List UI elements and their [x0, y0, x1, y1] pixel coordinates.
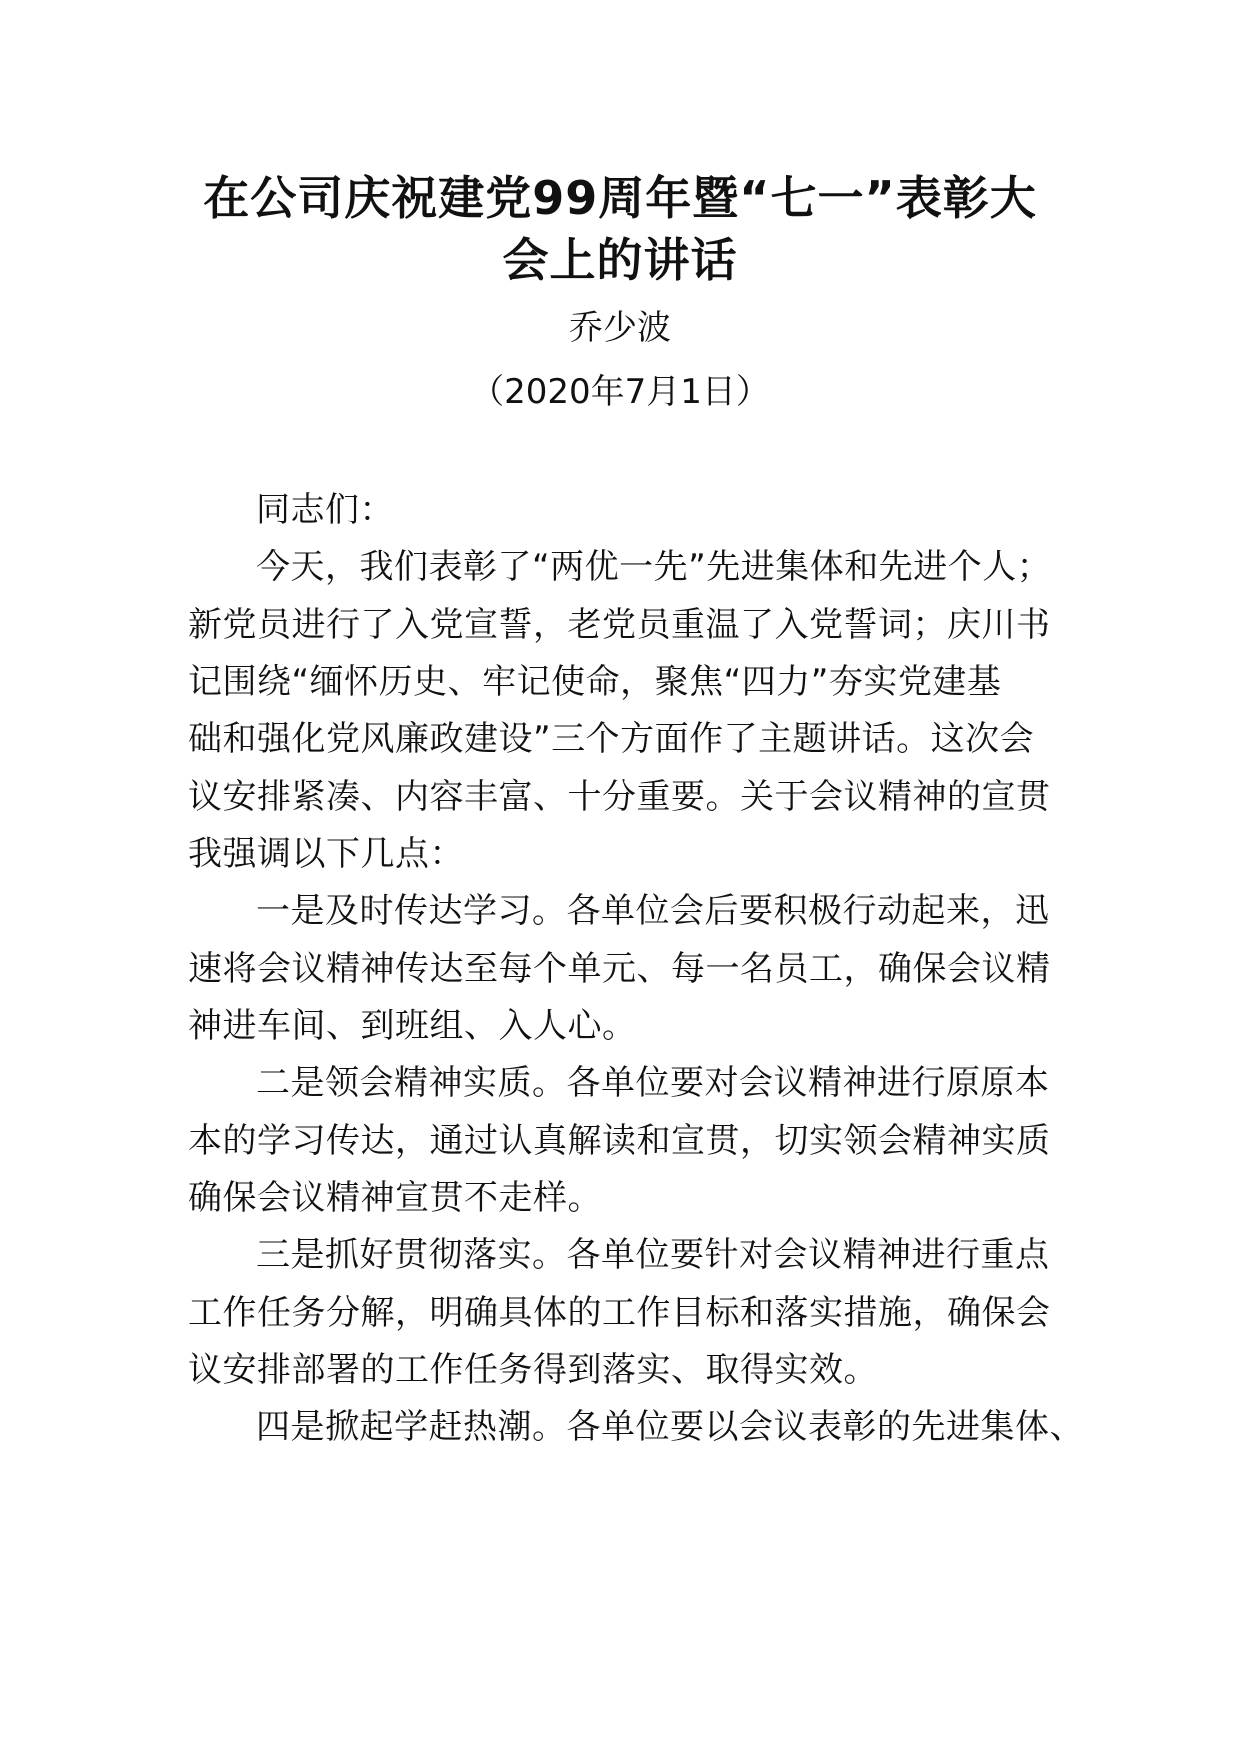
body-line: 确保会议精神宣贯不走样。	[188, 1178, 602, 1218]
body-line: 础和强化党风廉政建设”三个方面作了主题讲话。这次会	[188, 719, 1035, 759]
body-line: 今天，我们表彰了“两优一先”先进集体和先进个人；	[256, 547, 1052, 587]
body-line: 三是抓好贯彻落实。各单位要针对会议精神进行重点	[256, 1235, 1050, 1275]
document-title-line-1: 在公司庆祝建党99周年暨“七一”表彰大	[203, 171, 1037, 225]
body-line: 议安排紧凑、内容丰富、十分重要。关于会议精神的宣贯	[188, 777, 1051, 817]
author-name: 乔少波	[569, 308, 671, 348]
body-line: 新党员进行了入党宣誓，老党员重温了入党誓词；庆川书	[188, 605, 1051, 645]
body-line: 一是及时传达学习。各单位会后要积极行动起来，迅	[256, 891, 1050, 931]
body-line: 四是掀起学赶热潮。各单位要以会议表彰的先进集体、	[256, 1407, 1084, 1447]
body-line: 神进车间、到班组、入人心。	[188, 1006, 637, 1046]
body-line: 记围绕“缅怀历史、牢记使命，聚焦“四力”夯实党建基	[188, 662, 1002, 702]
body-line: 本的学习传达，通过认真解读和宣贯，切实领会精神实质	[188, 1121, 1051, 1161]
salutation: 同志们：	[256, 490, 394, 530]
body-line: 议安排部署的工作任务得到落实、取得实效。	[188, 1350, 878, 1390]
document-title-line-2: 会上的讲话	[502, 233, 738, 287]
body-line: 工作任务分解，明确具体的工作目标和落实措施，确保会	[188, 1293, 1051, 1333]
body-line: 速将会议精神传达至每个单元、每一名员工，确保会议精	[188, 949, 1051, 989]
speech-date: （2020年7月1日）	[470, 372, 770, 412]
body-line: 我强调以下几点：	[188, 834, 464, 874]
body-line: 二是领会精神实质。各单位要对会议精神进行原原本	[256, 1063, 1050, 1103]
